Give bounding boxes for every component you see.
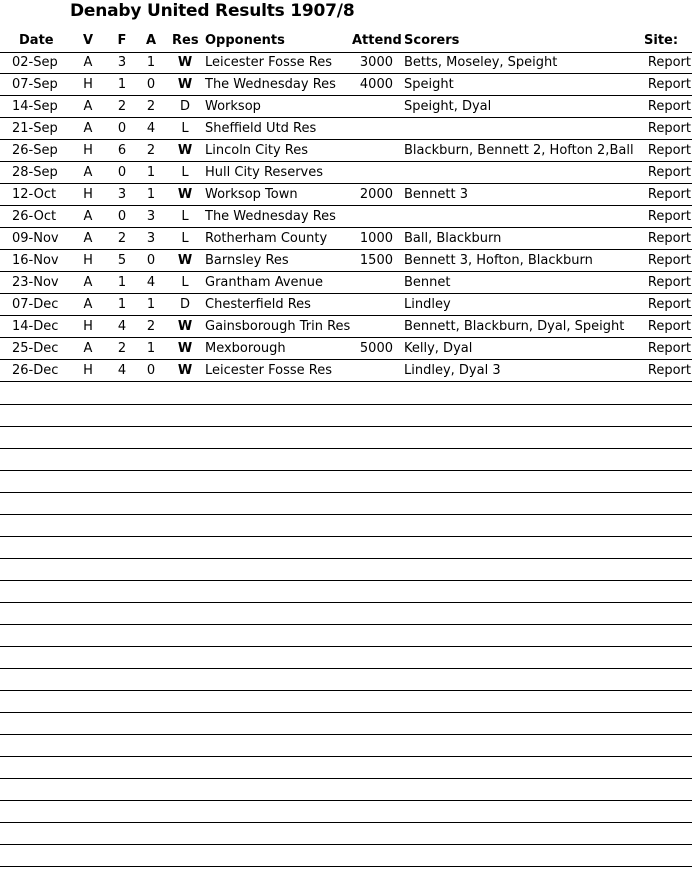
column-header-opponents: Opponents: [205, 33, 285, 48]
scorers: Bennett 3, Hofton, Blackburn: [404, 253, 593, 268]
ruled-line: [0, 690, 692, 691]
venue: A: [83, 99, 93, 114]
ruled-line: [0, 404, 692, 405]
attendance: [342, 140, 393, 161]
ruled-line: [0, 756, 692, 757]
ruled-line: [0, 514, 692, 515]
match-date: 14-Dec: [12, 319, 59, 334]
ruled-line: [0, 580, 692, 581]
venue: A: [83, 55, 93, 70]
report-link[interactable]: Report: [647, 341, 691, 356]
venue: H: [83, 253, 93, 268]
attendance: [342, 206, 393, 227]
goals-against: 3: [146, 209, 156, 224]
scorers: Speight: [404, 77, 454, 92]
goals-against: 0: [146, 253, 156, 268]
scorers: Lindley, Dyal 3: [404, 363, 501, 378]
venue: H: [83, 363, 93, 378]
opponents: Mexborough: [205, 341, 286, 356]
attendance: 4000: [359, 77, 393, 92]
ruled-line: [0, 734, 692, 735]
goals-for: 2: [117, 341, 127, 356]
match-date: 23-Nov: [12, 275, 59, 290]
report-link[interactable]: Report: [647, 187, 691, 202]
result: W: [177, 77, 193, 92]
ruled-line: [0, 822, 692, 823]
result: W: [177, 143, 193, 158]
result: W: [177, 319, 193, 334]
column-header-against: A: [145, 33, 157, 48]
goals-for: 6: [117, 143, 127, 158]
opponents: The Wednesday Res: [205, 209, 336, 224]
column-header-for: F: [117, 33, 127, 48]
goals-for: 4: [117, 363, 127, 378]
result: W: [177, 187, 193, 202]
attendance: 1000: [359, 231, 393, 246]
ruled-line: [0, 602, 692, 603]
table-row: [0, 96, 692, 118]
venue: A: [83, 209, 93, 224]
report-link[interactable]: Report: [647, 319, 691, 334]
goals-for: 1: [117, 77, 127, 92]
scorers: [404, 206, 644, 227]
venue: H: [83, 77, 93, 92]
column-header-result: Res: [172, 33, 199, 48]
ruled-line: [0, 646, 692, 647]
table-row: [0, 294, 692, 316]
ruled-line: [0, 844, 692, 845]
goals-against: 2: [146, 143, 156, 158]
report-link[interactable]: Report: [647, 275, 691, 290]
scorers: Bennet: [404, 275, 451, 290]
table-header: [0, 30, 692, 53]
goals-for: 0: [117, 121, 127, 136]
result: D: [179, 99, 190, 114]
attendance: [342, 294, 393, 315]
goals-for: 3: [117, 187, 127, 202]
ruled-line: [0, 800, 692, 801]
goals-against: 0: [146, 77, 156, 92]
goals-against: 1: [146, 187, 156, 202]
goals-against: 2: [146, 99, 156, 114]
ruled-line: [0, 778, 692, 779]
ruled-line: [0, 492, 692, 493]
table-row: [0, 338, 692, 360]
scorers: [404, 162, 644, 183]
result: W: [177, 363, 193, 378]
match-date: 02-Sep: [12, 55, 58, 70]
result: W: [177, 253, 193, 268]
venue: A: [83, 297, 93, 312]
venue: A: [83, 231, 93, 246]
match-date: 07-Sep: [12, 77, 58, 92]
table-row: [0, 360, 692, 382]
scorers: [404, 118, 644, 139]
scorers: Ball, Blackburn: [404, 231, 502, 246]
attendance: 5000: [359, 341, 393, 356]
scorers: Kelly, Dyal: [404, 341, 473, 356]
goals-against: 0: [146, 363, 156, 378]
goals-against: 4: [146, 121, 156, 136]
report-link[interactable]: Report: [647, 99, 691, 114]
goals-for: 3: [117, 55, 127, 70]
goals-against: 3: [146, 231, 156, 246]
attendance: [342, 360, 393, 381]
table-row: [0, 140, 692, 162]
match-date: 16-Nov: [12, 253, 59, 268]
goals-against: 4: [146, 275, 156, 290]
opponents: Leicester Fosse Res: [205, 363, 332, 378]
match-date: 26-Sep: [12, 143, 58, 158]
match-date: 12-Oct: [12, 187, 57, 202]
opponents: Leicester Fosse Res: [205, 55, 332, 70]
table-row: [0, 52, 692, 74]
table-row: [0, 184, 692, 206]
match-date: 28-Sep: [12, 165, 58, 180]
ruled-line: [0, 470, 692, 471]
report-link[interactable]: Report: [647, 143, 691, 158]
attendance: 1500: [359, 253, 393, 268]
table-row: [0, 74, 692, 96]
result: L: [181, 165, 189, 180]
result: W: [177, 341, 193, 356]
match-date: 26-Oct: [12, 209, 57, 224]
opponents: Chesterfield Res: [205, 297, 311, 312]
column-header-site: Site:: [644, 33, 679, 48]
scorers: Speight, Dyal: [404, 99, 492, 114]
report-link[interactable]: Report: [647, 165, 691, 180]
attendance: 2000: [359, 187, 393, 202]
result: D: [179, 297, 190, 312]
column-header-scorers: Scorers: [404, 33, 460, 48]
page-title: Denaby United Results 1907/8: [70, 1, 355, 21]
attendance: [342, 162, 393, 183]
ruled-line: [0, 712, 692, 713]
opponents: Sheffield Utd Res: [205, 121, 317, 136]
column-header-date: Date: [19, 33, 54, 48]
ruled-line: [0, 624, 692, 625]
opponents: Worksop Town: [205, 187, 298, 202]
ruled-line: [0, 558, 692, 559]
venue: H: [83, 319, 93, 334]
result: L: [181, 121, 189, 136]
report-link[interactable]: Report: [647, 231, 691, 246]
attendance: [342, 118, 393, 139]
ruled-line: [0, 448, 692, 449]
ruled-line: [0, 866, 692, 867]
ruled-line: [0, 536, 692, 537]
report-link[interactable]: Report: [647, 77, 691, 92]
goals-for: 5: [117, 253, 127, 268]
attendance: 3000: [359, 55, 393, 70]
scorers: Bennett 3: [404, 187, 468, 202]
scorers: Blackburn, Bennett 2, Hofton 2,Ball: [404, 143, 634, 158]
goals-against: 2: [146, 319, 156, 334]
ruled-line: [0, 668, 692, 669]
attendance: [342, 96, 393, 117]
match-date: 07-Dec: [12, 297, 59, 312]
result: W: [177, 55, 193, 70]
match-date: 25-Dec: [12, 341, 59, 356]
opponents: Grantham Avenue: [205, 275, 324, 290]
column-header-venue: V: [82, 33, 94, 48]
match-date: 26-Dec: [12, 363, 59, 378]
venue: H: [83, 143, 93, 158]
goals-against: 1: [146, 297, 156, 312]
venue: H: [83, 187, 93, 202]
venue: A: [83, 121, 93, 136]
match-date: 14-Sep: [12, 99, 58, 114]
goals-for: 2: [117, 99, 127, 114]
opponents: Worksop: [205, 99, 261, 114]
venue: A: [83, 341, 93, 356]
goals-against: 1: [146, 55, 156, 70]
scorers: Bennett, Blackburn, Dyal, Speight: [404, 319, 625, 334]
table-row: [0, 272, 692, 294]
report-link[interactable]: Report: [647, 55, 691, 70]
report-link[interactable]: Report: [647, 121, 691, 136]
report-link[interactable]: Report: [647, 209, 691, 224]
goals-for: 0: [117, 209, 127, 224]
venue: A: [83, 165, 93, 180]
opponents: Lincoln City Res: [205, 143, 309, 158]
goals-for: 4: [117, 319, 127, 334]
result: L: [181, 209, 189, 224]
match-date: 09-Nov: [12, 231, 59, 246]
table-row: [0, 118, 692, 140]
match-date: 21-Sep: [12, 121, 58, 136]
goals-against: 1: [146, 341, 156, 356]
opponents: Hull City Reserves: [205, 165, 324, 180]
goals-for: 2: [117, 231, 127, 246]
table-row: [0, 316, 692, 338]
goals-against: 1: [146, 165, 156, 180]
opponents: Rotherham County: [205, 231, 328, 246]
table-row: [0, 162, 692, 184]
table-row: [0, 206, 692, 228]
scorers: Betts, Moseley, Speight: [404, 55, 558, 70]
report-link[interactable]: Report: [647, 253, 691, 268]
ruled-line: [0, 426, 692, 427]
table-row: [0, 228, 692, 250]
table-row: [0, 250, 692, 272]
scorers: Lindley: [404, 297, 451, 312]
opponents: Gainsborough Trin Res: [205, 319, 351, 334]
result: L: [181, 275, 189, 290]
attendance: [342, 272, 393, 293]
opponents: The Wednesday Res: [205, 77, 336, 92]
report-link[interactable]: Report: [647, 363, 691, 378]
venue: A: [83, 275, 93, 290]
report-link[interactable]: Report: [647, 297, 691, 312]
goals-for: 1: [117, 297, 127, 312]
goals-for: 0: [117, 165, 127, 180]
attendance: [342, 316, 393, 337]
goals-for: 1: [117, 275, 127, 290]
column-header-attendance: Attend: [352, 33, 402, 48]
opponents: Barnsley Res: [205, 253, 289, 268]
result: L: [181, 231, 189, 246]
